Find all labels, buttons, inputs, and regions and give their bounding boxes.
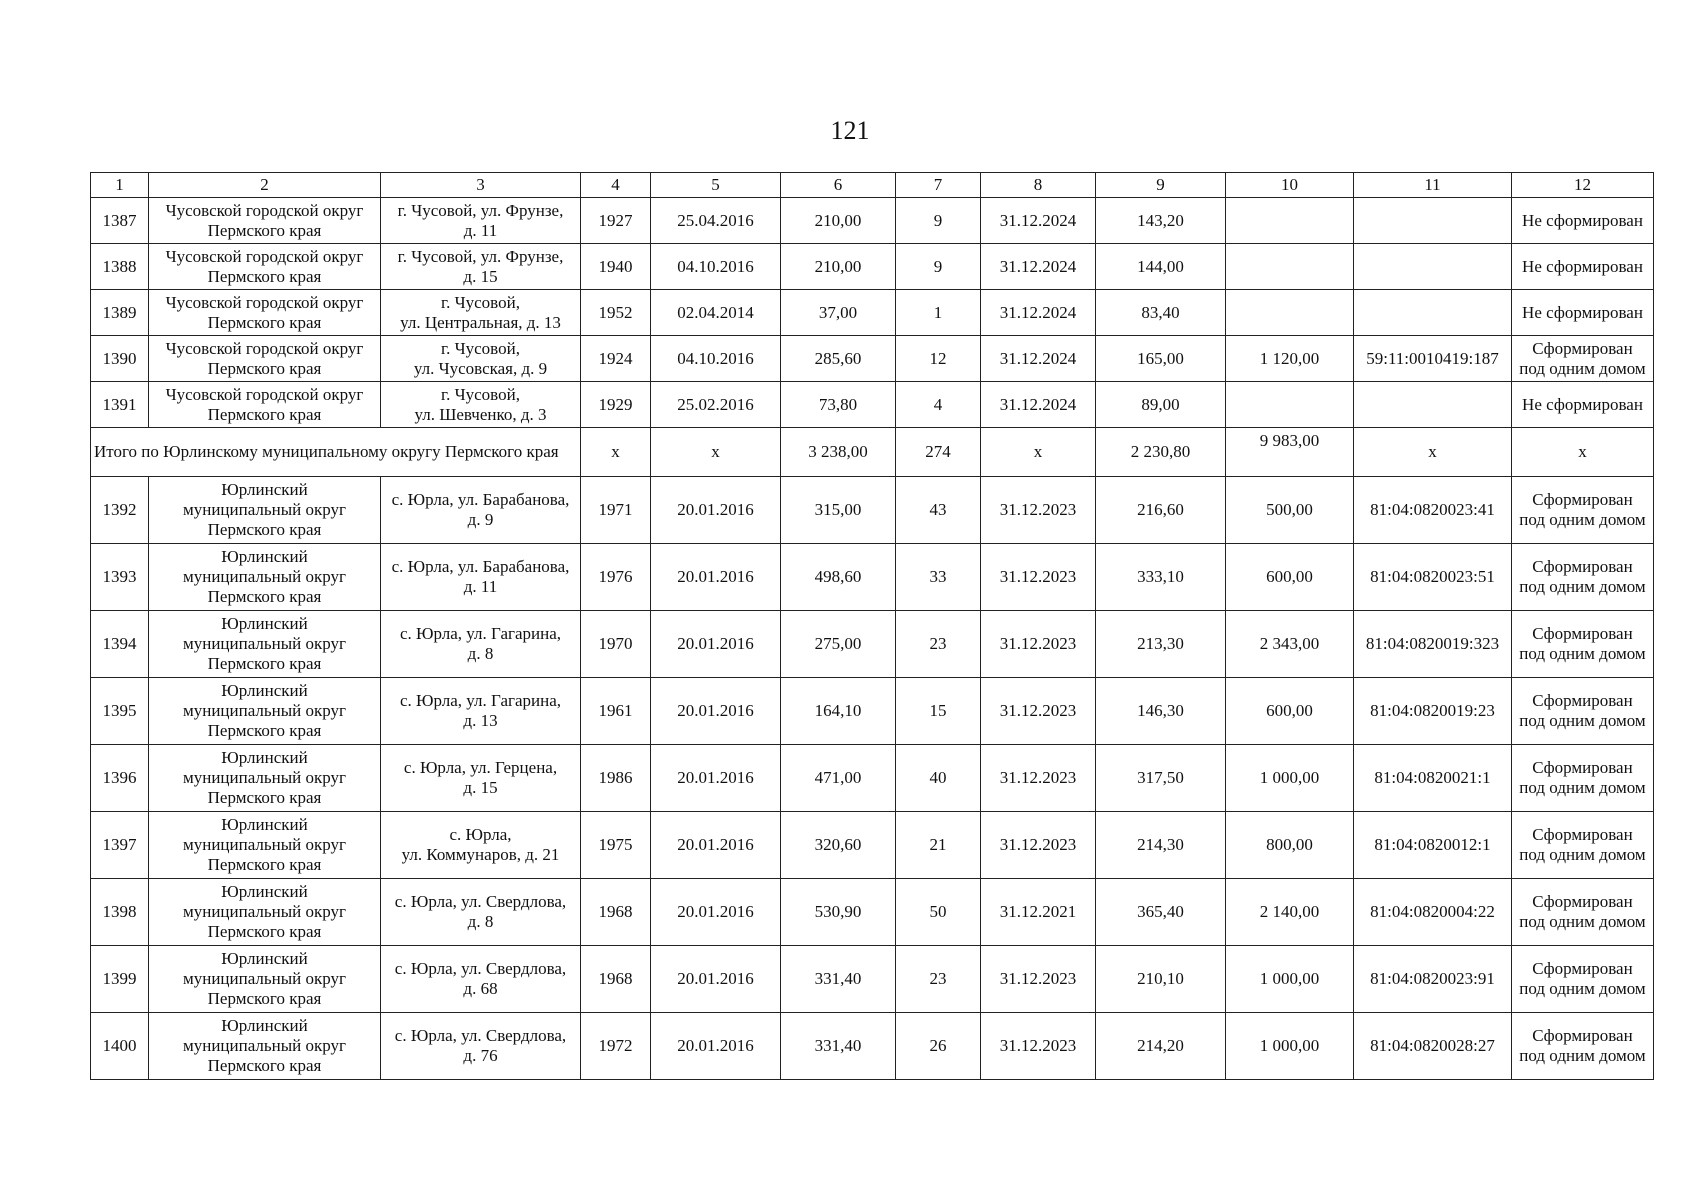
- cell-residents: 9: [896, 198, 981, 244]
- cell-cadastral: 59:11:0010419:187: [1354, 336, 1512, 382]
- cell-address: г. Чусовой, ул. Центральная, д. 13: [381, 290, 581, 336]
- cell-deadline: 31.12.2024: [981, 336, 1096, 382]
- total-date: х: [651, 428, 781, 477]
- cell-cadastral: 81:04:0820023:51: [1354, 544, 1512, 611]
- cell-year: 1968: [581, 946, 651, 1013]
- table-row: [91, 745, 1654, 812]
- total-residents: 274: [896, 428, 981, 477]
- column-header: 4: [581, 173, 651, 198]
- cell-area: 210,00: [781, 198, 896, 244]
- table-row: [91, 611, 1654, 678]
- cell-municipality: Юрлинский муниципальный округ Пермского края: [149, 678, 381, 745]
- cell-cadastral: 81:04:0820021:1: [1354, 745, 1512, 812]
- cell-deadline: 31.12.2023: [981, 1013, 1096, 1080]
- cell-status: Сформирован под одним домом: [1512, 336, 1654, 382]
- table-row: [91, 812, 1654, 879]
- cell-land-area: 600,00: [1226, 678, 1354, 745]
- total-status: х: [1512, 428, 1654, 477]
- cell-year: 1961: [581, 678, 651, 745]
- cell-status: Сформирован под одним домом: [1512, 745, 1654, 812]
- total-land-area: 9 983,00: [1226, 428, 1354, 477]
- cell-land-area: [1226, 382, 1354, 428]
- table-row: [91, 879, 1654, 946]
- cell-residents: 1: [896, 290, 981, 336]
- cell-deadline: 31.12.2024: [981, 198, 1096, 244]
- cell-deadline: 31.12.2023: [981, 946, 1096, 1013]
- cell-municipality: Юрлинский муниципальный округ Пермского края: [149, 544, 381, 611]
- cell-land-area: 1 000,00: [1226, 946, 1354, 1013]
- cell-residents: 43: [896, 477, 981, 544]
- cell-year: 1986: [581, 745, 651, 812]
- cell-date: 25.04.2016: [651, 198, 781, 244]
- cell-area: 498,60: [781, 544, 896, 611]
- cell-number: 1400: [91, 1013, 149, 1080]
- cell-deadline: 31.12.2024: [981, 382, 1096, 428]
- housing-table: [90, 172, 1654, 1080]
- column-header: 10: [1226, 173, 1354, 198]
- table-row: [91, 290, 1654, 336]
- cell-municipality: Юрлинский муниципальный округ Пермского края: [149, 879, 381, 946]
- cell-cadastral: 81:04:0820023:91: [1354, 946, 1512, 1013]
- cell-deadline: 31.12.2021: [981, 879, 1096, 946]
- cell-number: 1397: [91, 812, 149, 879]
- cell-status: Не сформирован: [1512, 290, 1654, 336]
- cell-area2: 214,20: [1096, 1013, 1226, 1080]
- cell-status: Сформирован под одним домом: [1512, 946, 1654, 1013]
- table-row: [91, 244, 1654, 290]
- column-header: 5: [651, 173, 781, 198]
- cell-status: Не сформирован: [1512, 382, 1654, 428]
- cell-area2: 143,20: [1096, 198, 1226, 244]
- cell-cadastral: 81:04:0820019:323: [1354, 611, 1512, 678]
- cell-area2: 317,50: [1096, 745, 1226, 812]
- cell-year: 1975: [581, 812, 651, 879]
- table-body: [91, 198, 1654, 1080]
- cell-status: Сформирован под одним домом: [1512, 879, 1654, 946]
- total-label: Итого по Юрлинскому муниципальному округу Пермского края: [91, 428, 581, 477]
- cell-residents: 21: [896, 812, 981, 879]
- cell-land-area: 1 000,00: [1226, 745, 1354, 812]
- cell-address: г. Чусовой, ул. Шевченко, д. 3: [381, 382, 581, 428]
- cell-address: с. Юрла, ул. Свердлова, д. 8: [381, 879, 581, 946]
- cell-residents: 26: [896, 1013, 981, 1080]
- cell-date: 04.10.2016: [651, 244, 781, 290]
- total-area: 3 238,00: [781, 428, 896, 477]
- cell-address: с. Юрла, ул. Коммунаров, д. 21: [381, 812, 581, 879]
- cell-date: 02.04.2014: [651, 290, 781, 336]
- cell-area: 331,40: [781, 1013, 896, 1080]
- cell-land-area: 1 000,00: [1226, 1013, 1354, 1080]
- cell-deadline: 31.12.2023: [981, 477, 1096, 544]
- cell-date: 25.02.2016: [651, 382, 781, 428]
- cell-number: 1391: [91, 382, 149, 428]
- cell-status: Сформирован под одним домом: [1512, 1013, 1654, 1080]
- cell-date: 20.01.2016: [651, 477, 781, 544]
- cell-status: Сформирован под одним домом: [1512, 611, 1654, 678]
- cell-date: 04.10.2016: [651, 336, 781, 382]
- cell-number: 1388: [91, 244, 149, 290]
- column-header: 11: [1354, 173, 1512, 198]
- cell-address: г. Чусовой, ул. Чусовская, д. 9: [381, 336, 581, 382]
- cell-area: 164,10: [781, 678, 896, 745]
- cell-municipality: Юрлинский муниципальный округ Пермского края: [149, 812, 381, 879]
- cell-cadastral: 81:04:0820004:22: [1354, 879, 1512, 946]
- cell-area: 37,00: [781, 290, 896, 336]
- column-header: 7: [896, 173, 981, 198]
- cell-address: с. Юрла, ул. Свердлова, д. 68: [381, 946, 581, 1013]
- cell-date: 20.01.2016: [651, 946, 781, 1013]
- cell-date: 20.01.2016: [651, 879, 781, 946]
- cell-residents: 33: [896, 544, 981, 611]
- table-header: [91, 173, 1654, 198]
- cell-area2: 210,10: [1096, 946, 1226, 1013]
- total-deadline: х: [981, 428, 1096, 477]
- cell-status: Сформирован под одним домом: [1512, 678, 1654, 745]
- cell-deadline: 31.12.2023: [981, 544, 1096, 611]
- cell-number: 1389: [91, 290, 149, 336]
- cell-land-area: [1226, 244, 1354, 290]
- cell-address: с. Юрла, ул. Барабанова, д. 9: [381, 477, 581, 544]
- cell-number: 1390: [91, 336, 149, 382]
- table-row: [91, 946, 1654, 1013]
- cell-status: Сформирован под одним домом: [1512, 477, 1654, 544]
- cell-address: с. Юрла, ул. Барабанова, д. 11: [381, 544, 581, 611]
- cell-residents: 4: [896, 382, 981, 428]
- cell-municipality: Чусовской городской округ Пермского края: [149, 244, 381, 290]
- cell-year: 1968: [581, 879, 651, 946]
- cell-number: 1396: [91, 745, 149, 812]
- cell-number: 1392: [91, 477, 149, 544]
- cell-land-area: [1226, 290, 1354, 336]
- table-row: [91, 336, 1654, 382]
- cell-area: 285,60: [781, 336, 896, 382]
- cell-number: 1393: [91, 544, 149, 611]
- cell-number: 1395: [91, 678, 149, 745]
- cell-date: 20.01.2016: [651, 745, 781, 812]
- cell-municipality: Чусовской городской округ Пермского края: [149, 382, 381, 428]
- header-row: [91, 173, 1654, 198]
- cell-status: Сформирован под одним домом: [1512, 544, 1654, 611]
- cell-address: г. Чусовой, ул. Фрунзе, д. 15: [381, 244, 581, 290]
- cell-cadastral: [1354, 198, 1512, 244]
- cell-year: 1929: [581, 382, 651, 428]
- cell-municipality: Чусовской городской округ Пермского края: [149, 198, 381, 244]
- cell-status: Не сформирован: [1512, 198, 1654, 244]
- cell-number: 1398: [91, 879, 149, 946]
- cell-municipality: Юрлинский муниципальный округ Пермского края: [149, 611, 381, 678]
- cell-area: 275,00: [781, 611, 896, 678]
- cell-land-area: 1 120,00: [1226, 336, 1354, 382]
- cell-cadastral: 81:04:0820023:41: [1354, 477, 1512, 544]
- cell-date: 20.01.2016: [651, 678, 781, 745]
- cell-area2: 216,60: [1096, 477, 1226, 544]
- cell-number: 1387: [91, 198, 149, 244]
- cell-cadastral: 81:04:0820012:1: [1354, 812, 1512, 879]
- table-row: [91, 1013, 1654, 1080]
- column-header: 2: [149, 173, 381, 198]
- column-header: 3: [381, 173, 581, 198]
- cell-cadastral: 81:04:0820028:27: [1354, 1013, 1512, 1080]
- cell-area: 210,00: [781, 244, 896, 290]
- table-row: [91, 678, 1654, 745]
- cell-address: с. Юрла, ул. Свердлова, д. 76: [381, 1013, 581, 1080]
- table-row: [91, 198, 1654, 244]
- cell-area2: 89,00: [1096, 382, 1226, 428]
- total-cadastral: х: [1354, 428, 1512, 477]
- cell-residents: 23: [896, 946, 981, 1013]
- cell-year: 1972: [581, 1013, 651, 1080]
- column-header: 8: [981, 173, 1096, 198]
- cell-address: с. Юрла, ул. Гагарина, д. 8: [381, 611, 581, 678]
- cell-date: 20.01.2016: [651, 812, 781, 879]
- cell-deadline: 31.12.2023: [981, 678, 1096, 745]
- cell-number: 1394: [91, 611, 149, 678]
- cell-area: 530,90: [781, 879, 896, 946]
- cell-cadastral: [1354, 290, 1512, 336]
- cell-municipality: Юрлинский муниципальный округ Пермского края: [149, 477, 381, 544]
- cell-area2: 333,10: [1096, 544, 1226, 611]
- cell-year: 1940: [581, 244, 651, 290]
- cell-date: 20.01.2016: [651, 544, 781, 611]
- cell-deadline: 31.12.2024: [981, 244, 1096, 290]
- cell-deadline: 31.12.2023: [981, 812, 1096, 879]
- cell-municipality: Чусовской городской округ Пермского края: [149, 290, 381, 336]
- cell-municipality: Юрлинский муниципальный округ Пермского края: [149, 1013, 381, 1080]
- cell-land-area: 500,00: [1226, 477, 1354, 544]
- table-row: [91, 382, 1654, 428]
- page-number: 121: [830, 116, 870, 145]
- cell-land-area: 2 140,00: [1226, 879, 1354, 946]
- total-year: х: [581, 428, 651, 477]
- column-header: 1: [91, 173, 149, 198]
- cell-municipality: Чусовской городской округ Пермского края: [149, 336, 381, 382]
- cell-year: 1927: [581, 198, 651, 244]
- cell-residents: 12: [896, 336, 981, 382]
- cell-residents: 50: [896, 879, 981, 946]
- cell-date: 20.01.2016: [651, 611, 781, 678]
- cell-residents: 15: [896, 678, 981, 745]
- cell-number: 1399: [91, 946, 149, 1013]
- column-header: 12: [1512, 173, 1654, 198]
- column-header: 9: [1096, 173, 1226, 198]
- total-row: [91, 428, 1654, 477]
- cell-cadastral: 81:04:0820019:23: [1354, 678, 1512, 745]
- cell-year: 1970: [581, 611, 651, 678]
- cell-area2: 214,30: [1096, 812, 1226, 879]
- column-header: 6: [781, 173, 896, 198]
- cell-municipality: Юрлинский муниципальный округ Пермского края: [149, 745, 381, 812]
- cell-status: Не сформирован: [1512, 244, 1654, 290]
- cell-area2: 144,00: [1096, 244, 1226, 290]
- cell-area: 315,00: [781, 477, 896, 544]
- cell-year: 1952: [581, 290, 651, 336]
- cell-area2: 165,00: [1096, 336, 1226, 382]
- cell-area2: 83,40: [1096, 290, 1226, 336]
- cell-area: 320,60: [781, 812, 896, 879]
- cell-cadastral: [1354, 382, 1512, 428]
- cell-deadline: 31.12.2024: [981, 290, 1096, 336]
- cell-land-area: [1226, 198, 1354, 244]
- cell-address: г. Чусовой, ул. Фрунзе, д. 11: [381, 198, 581, 244]
- cell-area2: 213,30: [1096, 611, 1226, 678]
- cell-municipality: Юрлинский муниципальный округ Пермского края: [149, 946, 381, 1013]
- cell-year: 1976: [581, 544, 651, 611]
- table-row: [91, 477, 1654, 544]
- cell-land-area: 800,00: [1226, 812, 1354, 879]
- cell-area: 331,40: [781, 946, 896, 1013]
- cell-area: 73,80: [781, 382, 896, 428]
- cell-deadline: 31.12.2023: [981, 611, 1096, 678]
- cell-year: 1924: [581, 336, 651, 382]
- cell-deadline: 31.12.2023: [981, 745, 1096, 812]
- total-area2: 2 230,80: [1096, 428, 1226, 477]
- cell-area: 471,00: [781, 745, 896, 812]
- cell-address: с. Юрла, ул. Гагарина, д. 13: [381, 678, 581, 745]
- cell-residents: 23: [896, 611, 981, 678]
- cell-status: Сформирован под одним домом: [1512, 812, 1654, 879]
- cell-date: 20.01.2016: [651, 1013, 781, 1080]
- cell-land-area: 600,00: [1226, 544, 1354, 611]
- cell-area2: 146,30: [1096, 678, 1226, 745]
- cell-address: с. Юрла, ул. Герцена, д. 15: [381, 745, 581, 812]
- cell-land-area: 2 343,00: [1226, 611, 1354, 678]
- cell-cadastral: [1354, 244, 1512, 290]
- cell-year: 1971: [581, 477, 651, 544]
- table-row: [91, 544, 1654, 611]
- cell-residents: 40: [896, 745, 981, 812]
- cell-residents: 9: [896, 244, 981, 290]
- cell-area2: 365,40: [1096, 879, 1226, 946]
